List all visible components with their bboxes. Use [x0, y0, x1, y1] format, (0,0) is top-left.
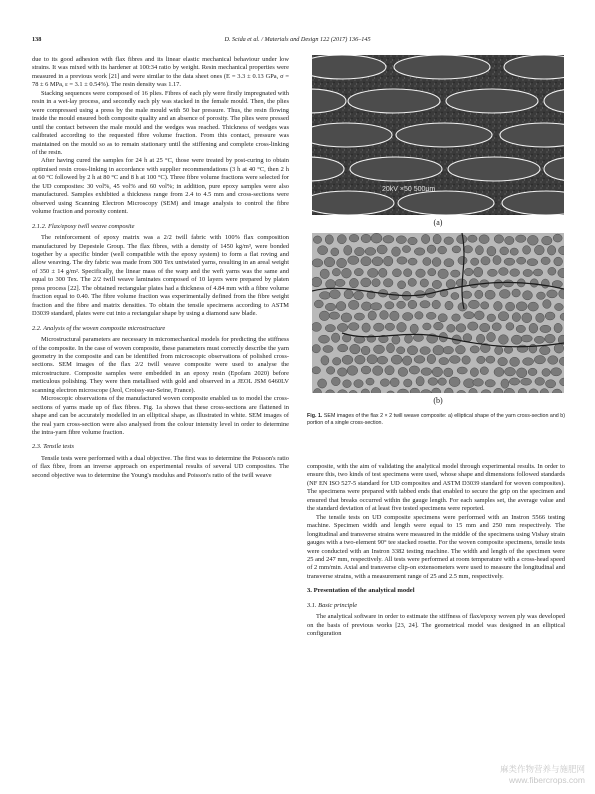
fibre-cross-section: [402, 246, 410, 253]
fibre-cross-section: [337, 323, 348, 331]
fibre-cross-section: [342, 355, 353, 364]
fibre-cross-section: [397, 347, 405, 354]
fibre-cross-section: [494, 368, 504, 377]
fibre-cross-section: [498, 357, 508, 365]
fibre-cross-section: [392, 247, 401, 256]
fibre-cross-section: [521, 335, 532, 342]
fibre-cross-section: [385, 323, 394, 330]
fibre-cross-section: [318, 379, 327, 388]
fibre-cross-section: [468, 300, 479, 308]
fibre-cross-section: [432, 258, 441, 267]
fibre-cross-section: [504, 346, 512, 353]
fibre-cross-section: [554, 257, 563, 266]
fibre-cross-section: [494, 235, 503, 243]
fibre-cross-section: [355, 247, 365, 255]
fibre-cross-section: [319, 311, 329, 321]
fibre-cross-section: [473, 379, 484, 387]
fibre-cross-section: [405, 334, 413, 343]
section-heading-3-1: 3.1. Basic principle: [307, 601, 358, 609]
fibre-cross-section: [545, 334, 555, 343]
paragraph: due to its good adhesion with flax fibres and its linear elastic mechanical behaviour under low strains. It was mixed with its hardener at 100:34 ratio by weight. Resin mechanical properties were measured in a previous work [21] and were similar to the data sheet ones (E = 3.3 ± 0.13 GPa, σ = 78 ± 6 MPa, ε = 3.1 ± 0.54%). The resin density was 1.17.: [32, 56, 289, 89]
fibre-cross-section: [475, 246, 483, 255]
fibre-cross-section: [458, 256, 467, 264]
watermark-line-2: www.fibercrops.com: [508, 775, 585, 785]
fibre-cross-section: [428, 378, 438, 386]
fibre-cross-section: [545, 312, 555, 320]
fibre-cross-section: [449, 377, 460, 387]
fibre-cross-section: [540, 346, 551, 355]
fibre-cross-section: [408, 278, 416, 286]
fibre-cross-section: [475, 290, 483, 298]
fibre-cross-section: [361, 302, 371, 311]
fibre-cross-section: [479, 235, 489, 244]
fibre-cross-section: [348, 300, 359, 309]
fibre-cross-section: [487, 314, 496, 322]
sem-image-a-graphic: [312, 55, 564, 215]
fibre-cross-section: [554, 323, 562, 332]
fibre-cross-section: [543, 300, 551, 309]
left-column: [32, 56, 289, 480]
fibre-cross-section: [529, 323, 538, 333]
fibre-cross-section: [481, 302, 489, 309]
fibre-cross-section: [523, 358, 534, 366]
fibre-cross-section: [379, 268, 387, 277]
sem-image-b: [312, 233, 564, 393]
fibre-cross-section: [452, 246, 461, 253]
fibre-cross-section: [313, 236, 321, 244]
fibre-cross-section: [477, 356, 485, 363]
fibre-cross-section: [403, 356, 412, 365]
fibre-cross-section: [516, 235, 526, 242]
fibre-cross-section: [331, 248, 339, 256]
paragraph: composite, with the aim of validating the analytical model through experimental results. In order to ensure this, two kinds of test specimens were used, whose shape and dimensions followed standards (NF EN ISO 527-5 standard for UD composites and ASTM D3039 standard for woven composites). The specimens were prepared with tabbed ends that enabled to secure the grip on the specimen and ensured that breaks occurred within the gauge length. For each samples set, the average value and the standard deviation of at least five tested specimens were reported.: [307, 463, 565, 513]
fibre-cross-section: [470, 368, 478, 377]
section-heading-2-3: 2.3. Tensile tests: [32, 443, 75, 451]
fibre-cross-section: [372, 279, 380, 287]
fibre-cross-section: [348, 323, 359, 331]
fibre-cross-section: [320, 269, 329, 279]
fibre-cross-section: [495, 346, 503, 354]
fibre-cross-section: [354, 380, 363, 388]
fibre-cross-section: [505, 367, 516, 376]
fibre-cross-section: [389, 292, 399, 300]
fibre-cross-section: [323, 346, 333, 353]
fibre-cross-section: [463, 246, 472, 253]
fibre-cross-section: [377, 356, 388, 364]
fibre-cross-section: [529, 344, 537, 353]
fibre-cross-section: [331, 333, 339, 342]
paragraph: After having cured the samples for 24 h at 25 °C, those were treated by post-curing to obtain optimised resin cross-linking in accordance with supplier recommendations (3 h at 40 °C, then 2 h at 60 °C followed by 2 h at 80 °C and 8 h at 100 °C). Three fibre volume fractions were selected for the UD composites: 30 vol%, 45 vol% and 60 vol%; in addition, pure epoxy samples were also manufactured. Samples exhibited a thickness range from 2.4 to 4.5 mm and cross-sections were observed using Scanning Electron Microscopy (SEM) and image analysis to control the fibre volume fraction and porosity content.: [32, 157, 289, 216]
fibre-cross-section: [438, 269, 448, 279]
fibre-cross-section: [536, 313, 545, 322]
fibre-cross-section: [504, 258, 515, 265]
fibre-cross-section: [506, 323, 514, 331]
fibre-cross-section: [373, 366, 383, 376]
fibre-cross-section: [523, 269, 533, 276]
fibre-cross-section: [312, 259, 323, 267]
fibre-cross-section: [468, 322, 478, 330]
fibre-cross-section: [392, 269, 401, 277]
fibre-cross-section: [451, 270, 460, 277]
fibre-cross-section: [511, 335, 522, 344]
fibre-cross-section: [499, 290, 510, 299]
fibre-cross-section: [516, 302, 527, 311]
fibre-cross-section: [408, 237, 417, 245]
fibre-cross-section: [423, 323, 431, 330]
fibre-cross-section: [439, 358, 449, 365]
fibre-cross-section: [433, 234, 441, 244]
fibre-cross-section: [522, 313, 532, 323]
fibre-cross-section: [344, 245, 352, 255]
watermark: [500, 764, 585, 786]
section-heading-2-1-2: 2.1.2. Flax/epoxy twill weave composite: [32, 222, 135, 230]
fibre-cross-section: [325, 303, 335, 311]
fibre-cross-section: [319, 292, 330, 300]
fibre-cross-section: [321, 356, 329, 365]
fibre-cross-section: [398, 367, 408, 376]
fibre-cross-section: [548, 267, 556, 275]
section-heading-3: 3. Presentation of the analytical model: [307, 587, 415, 595]
fibre-cross-section: [487, 246, 496, 256]
fibre-cross-section: [510, 357, 520, 366]
fibre-cross-section: [474, 267, 483, 277]
fibre-cross-section: [326, 367, 334, 375]
fibre-cross-section: [380, 311, 389, 320]
fibre-cross-section: [485, 290, 495, 299]
fibre-cross-section: [333, 358, 341, 366]
fibre-cross-section: [368, 311, 376, 320]
fibre-cross-section: [498, 312, 509, 321]
fibre-cross-section: [554, 344, 564, 354]
fibre-cross-section: [374, 345, 385, 354]
fibre-cross-section: [361, 257, 371, 266]
fibre-cross-section: [533, 269, 542, 276]
fibre-cross-section: [432, 300, 440, 309]
fibre-cross-section: [397, 257, 407, 264]
sem-image-b-graphic: [312, 233, 564, 393]
fibre-cross-section: [367, 355, 377, 364]
fibre-cross-section: [413, 334, 423, 341]
fibre-cross-section: [420, 279, 428, 287]
fibre-cross-section: [385, 302, 394, 309]
fibre-cross-section: [397, 301, 406, 308]
fibre-cross-section: [326, 280, 336, 290]
fibre-cross-section: [355, 355, 365, 364]
fibre-cross-section: [408, 258, 417, 265]
fibre-cross-section: [535, 378, 545, 386]
fibre-cross-section: [365, 248, 376, 256]
fibre-cross-section: [331, 377, 340, 386]
fibre-cross-section: [312, 367, 321, 374]
fibre-cross-section: [312, 277, 322, 287]
fibre-cross-section: [390, 378, 399, 387]
fibre-cross-section: [421, 368, 432, 376]
fibre-cross-section: [464, 268, 473, 276]
fibre-cross-section: [354, 313, 364, 320]
fibre-cross-section: [510, 269, 520, 277]
fibre-cross-section: [332, 268, 340, 276]
fibre-cross-section: [521, 378, 532, 385]
fibre-cross-section: [541, 279, 549, 288]
fibre-cross-section: [427, 354, 436, 363]
fibre-cross-section: [347, 366, 358, 376]
fibre-cross-section: [527, 235, 538, 245]
fibre-cross-section: [438, 378, 446, 385]
fibre-cross-section: [312, 322, 321, 331]
fibre-cross-section: [534, 245, 544, 255]
fibre-cross-section: [348, 256, 359, 265]
fibre-cross-section: [371, 303, 382, 310]
fibre-cross-section: [420, 347, 430, 355]
fibre-cross-section: [427, 245, 436, 253]
paragraph: The analytical software in order to estimate the stiffness of flax/epoxy woven ply was developed on the basis of previous works [23, 24]. The geometrical model was designed in an elliptical configuration: [307, 613, 565, 638]
fibre-cross-section: [444, 237, 454, 245]
fibre-cross-section: [510, 248, 518, 255]
fibre-cross-section: [335, 279, 345, 286]
fibre-cross-section: [501, 379, 509, 388]
fibre-cross-section: [493, 256, 501, 265]
fibre-cross-section: [499, 335, 509, 345]
fibre-cross-section: [410, 324, 418, 333]
fibre-cross-section: [325, 235, 333, 244]
fibre-cross-section: [349, 234, 359, 242]
fibre-cross-section: [372, 257, 383, 266]
fibre-cross-section: [528, 302, 538, 311]
fibre-cross-section: [500, 247, 509, 255]
figure-1: [312, 55, 564, 405]
fibre-cross-section: [517, 257, 526, 264]
watermark-line-1: 麻类作物营养与施肥网: [499, 764, 585, 774]
fibre-cross-section: [407, 346, 417, 355]
fibre-cross-section: [433, 345, 444, 355]
fibre-cross-section: [385, 366, 394, 375]
fibre-cross-section: [509, 378, 519, 385]
fibre-cross-section: [523, 291, 533, 300]
fibre-cross-section: [446, 280, 455, 289]
fibre-cross-section: [324, 257, 335, 267]
fibre-cross-section: [462, 356, 470, 364]
fibre-cross-section: [541, 257, 550, 265]
fibre-cross-section: [368, 268, 379, 277]
fibre-cross-section: [449, 356, 460, 364]
fibre-cross-section: [325, 325, 335, 332]
fibre-cross-section: [547, 246, 555, 256]
fibre-cross-section: [384, 256, 393, 266]
fibre-cross-section: [342, 268, 352, 278]
fibre-cross-section: [312, 345, 320, 353]
fibre-cross-section: [416, 269, 426, 277]
fibre-cross-section: [505, 236, 514, 244]
fibre-cross-section: [480, 367, 488, 375]
fibre-cross-section: [487, 332, 496, 341]
fibre-cross-section: [512, 313, 520, 322]
fibre-cross-section: [420, 301, 430, 308]
fibre-cross-section: [383, 236, 394, 244]
fibre-cross-section: [366, 378, 374, 385]
fibre-cross-section: [447, 324, 455, 332]
fibre-cross-section: [354, 291, 364, 300]
fibre-cross-section: [434, 322, 444, 330]
fibre-cross-section: [414, 356, 425, 364]
page-number: 138: [32, 36, 42, 43]
fibre-cross-section: [548, 356, 558, 365]
fibre-cross-section: [350, 344, 360, 354]
paragraph: Stacking sequences were composed of 16 plies. Fibres of each ply were firstly impregnated with resin in a wet-lay process, and secondly each ply was stacked in the female mould. Then, the plies were compressed using a press by the male mould with 50 bar pressure. Thus, the resin flowing inside the mould ensured both composite quality and an absence of porosity. The plies were pressed until the contact between the male mould and the wedges was reached. Thickness of wedges was calibrated according to the requested fibre volume fraction. From this contact, pressure was maintained on the mould so as to remain stationary until the stiffening and complete cross-linking of the resin.: [32, 89, 289, 156]
fibre-cross-section: [415, 312, 423, 320]
fibre-cross-section: [383, 279, 393, 287]
fibre-cross-section: [506, 302, 515, 311]
fibre-cross-section: [409, 366, 419, 374]
right-column: [307, 463, 565, 639]
fibre-cross-section: [523, 246, 531, 255]
figure-caption: [307, 413, 565, 427]
fibre-cross-section: [540, 325, 551, 332]
fibre-cross-section: [470, 346, 479, 353]
fibre-cross-section: [462, 291, 472, 298]
figure-caption-label: Fig. 1.: [307, 413, 323, 419]
paragraph: The tensile tests on UD composite specimens were performed with an Instron 5566 testing machine. Specimen width and length were equal to 15 mm and 250 mm respectively. The longitudinal and transverse strains were measured in the middle of the specimens using Vishay strain gauges with a two-element 90° tee stacked rosette. For the woven composite specimens, tensile tests were conducted with an Instron 3382 testing machine. The width and length of the specimen were 25 and 247 mm, respectively. All tests were performed at room temperature with a cross-head speed of 2 mm/min. Axial and transverse clip-on extensometers were used to measure the longitudinal and transverse strains, with a measurement range of 25 and 2.5 mm, respectively.: [307, 513, 565, 580]
fibre-cross-section: [361, 346, 370, 355]
fibre-cross-section: [432, 280, 441, 288]
section-heading-2-2: 2.2. Analysis of the woven composite microstructure: [32, 324, 166, 332]
fibre-cross-section: [338, 368, 348, 376]
fibre-cross-section: [349, 278, 358, 288]
fibre-cross-section: [391, 355, 402, 364]
fibre-cross-section: [341, 313, 352, 322]
fibre-cross-section: [432, 367, 442, 377]
fibre-cross-section: [377, 245, 387, 254]
sem-scale-text: 20kV ×50 500μm: [382, 186, 436, 193]
fibre-cross-section: [488, 269, 498, 276]
fibre-cross-section: [494, 301, 503, 310]
fibre-cross-section: [314, 300, 323, 308]
fibre-cross-section: [318, 246, 328, 255]
fibre-cross-section: [547, 290, 558, 298]
fibre-cross-section: [534, 356, 545, 364]
figure-label-b: (b): [433, 396, 443, 405]
fibre-cross-section: [469, 279, 478, 288]
fibre-cross-section: [517, 368, 527, 378]
fibre-cross-section: [362, 323, 370, 332]
fibre-cross-section: [387, 343, 395, 353]
paragraph: Tensile tests were performed with a dual objective. The first was to determine the Poisson's ratio of flax fibre, from an inverse approach on experimental results of several UD composites. The second objective was to determine the Young's modulus and Poisson's ratio of the twill weave: [32, 454, 289, 479]
fibre-cross-section: [494, 280, 503, 289]
fibre-cross-section: [428, 269, 436, 276]
fibre-cross-section: [416, 377, 424, 386]
fibre-cross-section: [343, 380, 352, 388]
fibre-cross-section: [344, 290, 353, 299]
fibre-cross-section: [336, 302, 346, 311]
fibre-cross-section: [380, 379, 389, 387]
fibre-cross-section: [421, 234, 429, 243]
fibre-cross-section: [423, 258, 431, 266]
fibre-cross-section: [480, 323, 490, 332]
fibre-cross-section: [329, 312, 340, 319]
fibre-cross-section: [404, 379, 412, 387]
figure-label-a: (a): [433, 218, 443, 227]
fibre-cross-section: [374, 323, 385, 331]
fibre-cross-section: [542, 236, 552, 245]
fibre-cross-section: [485, 380, 495, 387]
fibre-cross-section: [499, 268, 509, 276]
fibre-cross-section: [443, 346, 453, 354]
fibre-cross-section: [528, 368, 537, 375]
page-header: [32, 36, 563, 48]
fibre-cross-section: [408, 300, 417, 308]
fibre-cross-section: [338, 344, 348, 352]
fibre-cross-section: [403, 313, 413, 321]
fibre-cross-section: [426, 312, 436, 319]
fibre-cross-section: [390, 311, 399, 321]
fibre-cross-section: [555, 303, 564, 310]
paragraph: The reinforcement of epoxy matrix was a 2/2 twill fabric with 100% flax composition manufactured by Depestele Group. The flax fibres, with a density of 1450 kg/m³, were bonded together by a specific binder (well compatible with the epoxy system) to form a flat roving and allow weaving. The dry fabric was made from 300 Tex untwisted yarns, resulting in an areal weight of 350 ± 14 g/m². Specifically, the linear mass of the warp and the weft yarns was the same and equal to 300 Tex. The 2/2 twill weave laminates composed of 10 layers were prepared by platen press process [22]. The obtained rectangular plates had a thickness of 4.84 mm with a fibre volume fraction equal to 0.40. The fibre volume fraction was experimentally defined from the fibre weight fraction and the fibre and matrix densities. To obtain the tensile specimens according to ASTM D3039 standard, plates were cut into a rectangular shape by using a diamond saw blade.: [32, 234, 289, 318]
fibre-cross-section: [452, 314, 461, 321]
figure-caption-text: SEM images of the flax 2 × 2 twill weave composite: a) elliptical shape of the yarn cross-section and b) portion of a single cross-section.: [307, 413, 565, 426]
fibre-cross-section: [527, 259, 538, 266]
fibre-cross-section: [464, 312, 475, 319]
fibre-cross-section: [361, 234, 371, 242]
journal-reference: D. Scida et al. / Materials and Design 122 (2017) 136–145: [224, 36, 371, 43]
fibre-cross-section: [546, 380, 556, 388]
paragraph: Microscopic observations of the manufactured woven composite enabled us to model the cross-sections of yarns made up of flax fibres. Fig. 1a shows that these cross-sections are flattened in shape and can be accurately modelled in an elliptical shape, as illustrated in white. SEM images of the real yarn cross-section were also analysed from the colour intensity level in order to determine the intra-yarn fibre volume fraction.: [32, 395, 289, 437]
fibre-cross-section: [456, 345, 466, 354]
fibre-cross-section: [516, 325, 525, 332]
fibre-cross-section: [354, 268, 363, 275]
sem-image-a: [312, 55, 564, 215]
fibre-cross-section: [404, 269, 412, 277]
fibre-cross-section: [414, 248, 425, 255]
fibre-cross-section: [534, 336, 544, 343]
fibre-cross-section: [371, 233, 382, 243]
fibre-cross-section: [398, 281, 406, 289]
fibre-cross-section: [503, 280, 513, 287]
fibre-cross-section: [456, 324, 466, 332]
fibre-cross-section: [463, 334, 472, 342]
fibre-cross-section: [512, 289, 520, 297]
fibre-cross-section: [553, 234, 562, 242]
fibre-cross-section: [476, 334, 484, 343]
fibre-cross-section: [444, 259, 454, 267]
paragraph: Microstructural parameters are necessary in micromechanical models for predicting the stiffness of the composite. In the case of woven composite, these parameters must correctly describe the yarn geometry in the composite and can be identified from microscopic observations of polished cross-sections. SEM images of the flax 2/2 twill weave composite were used to analyse the microstructure. Composite samples were embedded in an epoxy resin (Epofam 2020) before meticulous polishing. They were then metallised with gold and observed in a JEOL JSM 6460LV scanning electron microscope (Jeol, Croissy-sur-Seine, France).: [32, 336, 289, 394]
fibre-cross-section: [551, 368, 562, 376]
fibre-cross-section: [361, 278, 371, 287]
fibre-cross-section: [396, 236, 406, 244]
fibre-cross-section: [451, 293, 459, 300]
fibre-cross-section: [481, 257, 490, 265]
fibre-cross-section: [361, 366, 371, 374]
fibre-cross-section: [445, 301, 453, 310]
fibre-cross-section: [457, 367, 467, 374]
fibre-cross-section: [337, 235, 346, 244]
fibre-cross-section: [330, 290, 341, 299]
fibre-cross-section: [337, 258, 347, 267]
fibre-cross-section: [537, 292, 546, 299]
fibre-cross-section: [319, 335, 330, 343]
fibre-cross-section: [486, 356, 495, 363]
fibre-cross-section: [542, 369, 550, 377]
fibre-cross-section: [438, 314, 447, 322]
fibre-cross-section: [438, 246, 447, 254]
fibre-cross-section: [397, 322, 407, 332]
fibre-cross-section: [471, 258, 479, 265]
fibre-cross-section: [468, 235, 477, 242]
fibre-cross-section: [444, 368, 453, 377]
fibre-cross-section: [457, 235, 467, 244]
fibre-cross-section: [392, 335, 400, 344]
fibre-cross-section: [474, 311, 484, 320]
fibre-cross-section: [492, 323, 501, 331]
